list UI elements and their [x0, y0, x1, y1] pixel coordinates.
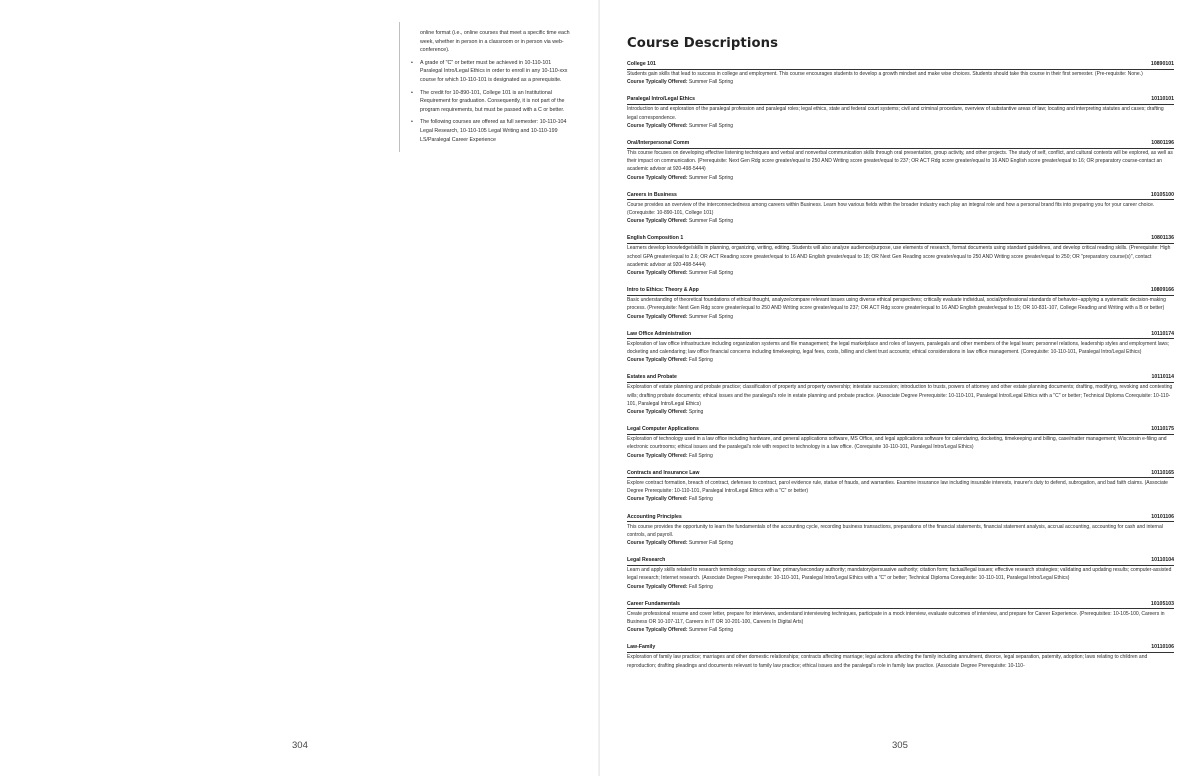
- list-item: • The credit for 10-890-101, College 101 is an Institutional Requirement for graduation. Consequently, it is not part of the program requirements, but must be passed with a C or better.: [411, 89, 565, 113]
- course-offered-line: [627, 217, 1174, 225]
- course-code: 10110175: [1151, 426, 1174, 433]
- offered-terms: Summer Fall Spring: [688, 79, 734, 86]
- course-code: 10801196: [1151, 140, 1174, 147]
- course-entry: [627, 470, 1174, 504]
- course-description: Exploration of estate planning and probate practice; classification of property and property ownership; intestate succession; introduction to trusts, powers of attorney and other estate planning documents; drafting, modifying, revoking and contesting wills; drafting probate documents; ethical issues and the paralegal's role in estate planning and probate practice. (Associate Degree Prerequisite: 10-110-101, Paralegal Intro/Legal Ethics with a "C" or better; Technical Diploma Corequisite: 10-110-101, Paralegal Intro/Legal Ethics): [627, 384, 1173, 407]
- list-item: • A grade of "C" or better must be achieved in 10-110-101 Paralegal Intro/Legal Ethics in order to enroll in any 10-110-xxx course for which 10-110-101 is designated as a prerequisite.: [411, 59, 568, 83]
- course-title: Oral/Interpersonal Comm: [627, 140, 690, 147]
- offered-label: Course Typically Offered:: [627, 357, 688, 364]
- offered-label: Course Typically Offered:: [627, 409, 688, 416]
- course-description: Exploration of family law practice; marriages and other domestic relationships; contracts affecting marriage; legal actions affecting the family including annulment, divorce, legal separation, paternity, adoption; laws relating to children and reproduction; drafting pleadings and documents relevant to family law practice; ethical issues and the paralegal's role in family law practice. (Associate Degree Prerequisite: 10-110-: [627, 654, 1148, 669]
- course-offered-line: [627, 174, 1174, 182]
- offered-terms: Fall Spring: [688, 357, 713, 364]
- offered-label: Course Typically Offered:: [627, 627, 688, 634]
- course-list: [627, 61, 1174, 670]
- course-offered-line: [627, 452, 1174, 460]
- course-description: Explore contract formation, breach of contract, defenses to contract, parol evidence rule, statue of frauds, and warranties. Examine insurance law including insurable interests, insurer's duty to defend, subrogation, and bad faith claims. (Associate Degree Prerequisite: 10-110-101, Paralegal Intro/Legal Ethics with a "C" or better): [627, 479, 1168, 495]
- course-header: [627, 644, 1174, 653]
- offered-label: Course Typically Offered:: [627, 539, 688, 546]
- column-divider: [399, 22, 400, 152]
- course-offered-line: [627, 269, 1174, 277]
- offered-terms: Summer Fall Spring: [688, 270, 734, 277]
- course-entry: [627, 235, 1174, 277]
- offered-label: Course Typically Offered:: [627, 79, 688, 86]
- course-code: 10110174: [1151, 330, 1174, 337]
- offered-terms: Summer Fall Spring: [688, 539, 734, 546]
- course-code: 10809166: [1150, 287, 1174, 294]
- course-offered-line: [627, 313, 1174, 321]
- course-code: 10110104: [1151, 557, 1174, 564]
- course-offered-line: [627, 583, 1174, 591]
- page-number-right: 305: [892, 740, 908, 751]
- course-description: Introduction to and exploration of the paralegal profession and paralegal roles; legal ethics, state and federal court systems; civil and criminal procedure, overview of substantive areas of law; locating and interpreting statutes and cases; drafting legal correspondence.: [627, 106, 1164, 121]
- course-title: College 101: [627, 61, 656, 67]
- course-description: Create professional resume and cover letter, prepare for interviews, understand interviewing techniques, participate in a mock interview, evaluate outcomes of interview, and prepare for Career Experience. (Prerequisites: 10-105-100, Careers in Business OR 10-107-117, Careers in IT OR 10-201-100, Careers In Digital Arts): [627, 610, 1165, 625]
- right-page: [600, 0, 1200, 776]
- course-code: 10110114: [1151, 374, 1174, 381]
- list-item: • The following courses are offered as full semester: 10-110-104 Legal Research, 10-110-105 Legal Writing and 10-110-199 LS/Paralegal Career Experience: [411, 119, 567, 143]
- course-header: [627, 61, 1174, 70]
- course-code: 10101106: [1151, 513, 1174, 520]
- offered-terms: Fall Spring: [688, 583, 713, 590]
- course-entry: [627, 374, 1174, 416]
- course-code: 10110165: [1151, 469, 1174, 476]
- intro-text: online format (i.e., online courses that meet a specific time each week, whether in person in a classroom or in person via web-conference).: [420, 30, 570, 54]
- course-title: Law Office Administration: [627, 330, 692, 337]
- page-title: Course Descriptions: [627, 36, 779, 51]
- course-title: Contracts and Insurance Law: [627, 469, 700, 476]
- course-title: Legal Computer Applications: [627, 426, 699, 433]
- offered-terms: Fall Spring: [688, 496, 713, 503]
- course-header: [627, 514, 1174, 523]
- course-code: 10801136: [1151, 235, 1174, 242]
- course-header: [627, 235, 1174, 244]
- course-offered-line: [627, 78, 1174, 86]
- offered-label: Course Typically Offered:: [627, 583, 688, 590]
- course-header: [627, 287, 1174, 296]
- course-description: Students gain skills that lead to success in college and employment. This course encourages students to develop a growth mindset and make wise choices. Students should take this course in their first semester. (Pre-requisite: None.): [627, 71, 1143, 77]
- course-entry: [627, 644, 1174, 669]
- course-entry: [627, 557, 1174, 591]
- offered-label: Course Typically Offered:: [627, 496, 688, 503]
- course-offered-line: [627, 356, 1174, 364]
- page-number-left: 304: [292, 740, 308, 751]
- course-code: 10890101: [1150, 61, 1174, 67]
- bullet-icon: •: [411, 59, 413, 66]
- course-title: Paralegal Intro/Legal Ethics: [627, 96, 696, 103]
- course-title: Careers in Business: [627, 191, 677, 198]
- bullet-icon: •: [411, 89, 413, 96]
- course-title: Intro to Ethics: Theory & App: [627, 287, 699, 294]
- notes-list: [411, 59, 573, 144]
- offered-terms: Spring: [688, 409, 704, 416]
- course-entry: [627, 601, 1174, 635]
- course-header: [627, 96, 1174, 105]
- course-description: Course provides an overview of the interconnectedness among careers within Business. Learn how various fields within the broader industry each play an integral role and how a personal brand fits into preparing you for your career choice. (Corequisite: 10-890-101, College 101): [627, 201, 1155, 217]
- course-header: [627, 331, 1174, 340]
- course-entry: [627, 192, 1174, 226]
- course-description: Learners develop knowledge/skills in planning, organizing, writing, editing. Students will also analyze audience/purpose, use elements of research, format documents using standard guidelines, and develop critical reading skills. (Prerequisite: High school GPA greater/equal to 2.6; OR ACT Reading score greater/equal to 16 AND English greater/equal to 18; OR Next Gen Reading score greater/equal to 250 AND Writing score greater/equal to 250; OR "preparatory course(s)", contact academic advisor at 920-498-5444): [627, 245, 1171, 268]
- course-header: [627, 192, 1174, 201]
- offered-label: Course Typically Offered:: [627, 122, 688, 129]
- offered-label: Course Typically Offered:: [627, 313, 688, 320]
- course-header: [627, 557, 1174, 566]
- course-description: This course focuses on developing effective listening techniques and verbal and nonverbal communication skills through oral presentation, group activity, and other projects. The study of self, conflict, and cultural contexts will be explored, as well as their impact on communication. (Prerequisite: Next Gen Rdg score greater/equal to 250 AND Writing score greater/equal to 237; OR ACT Rdg score greater/equal to 16 AND English score greater/equal to 16; OR preparatory course-contact an academic advisor at 920-498-5444): [627, 150, 1173, 173]
- course-descriptions-section: [627, 36, 1174, 680]
- course-description: Basic understanding of theoretical foundations of ethical thought, analyze/compare relevant issues using diverse ethical perspectives; critically evaluate individual, social/professional standards of behavior--applying a systematic decision-making process. (Prerequisite: Next Gen Rdg score greater/equal to 250 AND Writing score greater/equal to 237; OR ACT Rdg score greater/equal to 16 AND English greater/equal to 15; OR 10-831-107, College Reading and Writing with a B or better): [627, 297, 1166, 312]
- offered-label: Course Typically Offered:: [627, 452, 688, 459]
- course-description: Exploration of technology used in a law office including hardware, and general applications software, MS Office, and legal applications software for calendaring, docketing, timekeeping and billing, case/matter management; Wisconsin e-filing and electronic courtrooms; ethical issues and the paralegal's role with respect to technology in a law office. (Corequisite 10-110-101, Paralegal Intro/Legal Ethics): [627, 436, 1167, 451]
- offered-terms: Summer Fall Spring: [688, 218, 734, 225]
- course-entry: [627, 61, 1174, 86]
- course-code: 10105103: [1150, 600, 1174, 607]
- offered-label: Course Typically Offered:: [627, 218, 688, 225]
- offered-terms: Summer Fall Spring: [688, 122, 734, 129]
- course-code: 10110106: [1151, 644, 1174, 651]
- course-header: [627, 470, 1174, 479]
- course-description: Exploration of law office infrastructure including organization systems and file management; the legal marketplace and roles of lawyers, paralegals and other members of the legal team; personnel relations, leadership styles and employment laws; docketing and calendaring; law office financial concerns including timekeeping, legal fees, costs, billing and client trust accounts; ethical considerations in law office management. (Corequisite: 10-110-101, Paralegal Intro/Legal Ethics): [627, 340, 1170, 356]
- course-header: [627, 140, 1174, 149]
- course-title: English Composition 1: [627, 235, 684, 242]
- course-header: [627, 426, 1174, 435]
- course-description: This course provides the opportunity to learn the fundamentals of the accounting cycle, recording business transactions, preparations of the financial statements, financial statement analysis, accrual accounting, accounting for cash and internal controls, and payroll.: [627, 523, 1163, 538]
- course-offered-line: [627, 408, 1174, 416]
- course-offered-line: [627, 539, 1174, 547]
- course-entry: [627, 331, 1174, 365]
- course-title: Career Fundamentals: [627, 600, 681, 607]
- course-code: 10110101: [1151, 96, 1174, 103]
- left-notes-column: [411, 29, 573, 148]
- offered-label: Course Typically Offered:: [627, 174, 688, 181]
- offered-terms: Summer Fall Spring: [688, 627, 734, 634]
- course-entry: [627, 426, 1174, 460]
- course-title: Law-Family: [627, 644, 656, 651]
- course-title: Estates and Probate: [627, 374, 677, 381]
- course-title: Legal Research: [627, 557, 666, 564]
- course-code: 10105100: [1150, 191, 1174, 198]
- course-entry: [627, 140, 1174, 182]
- course-header: [627, 601, 1174, 610]
- offered-terms: Summer Fall Spring: [688, 313, 734, 320]
- course-entry: [627, 514, 1174, 548]
- course-offered-line: [627, 495, 1174, 503]
- bullet-icon: •: [411, 119, 413, 126]
- offered-terms: Summer Fall Spring: [688, 174, 734, 181]
- offered-label: Course Typically Offered:: [627, 270, 688, 277]
- course-title: Accounting Principles: [627, 513, 682, 520]
- offered-terms: Fall Spring: [688, 452, 713, 459]
- course-entry: [627, 287, 1174, 321]
- course-offered-line: [627, 122, 1174, 130]
- course-header: [627, 374, 1174, 383]
- course-description: Learn and apply skills related to research terminology; sources of law; primary/secondary authority; mandatory/persuasive authority; citation form; factual/legal issues; effective research strategies; validating and updating results; computer-assisted legal research; Internet research. (Associate Degree Prerequisite: 10-110-101, Paralegal Intro/Legal Ethics with a "C" or better; Technical Diploma Corequisite: 10-110-101, Paralegal Intro/Legal Ethics): [627, 567, 1172, 582]
- course-offered-line: [627, 626, 1174, 634]
- course-entry: [627, 96, 1174, 130]
